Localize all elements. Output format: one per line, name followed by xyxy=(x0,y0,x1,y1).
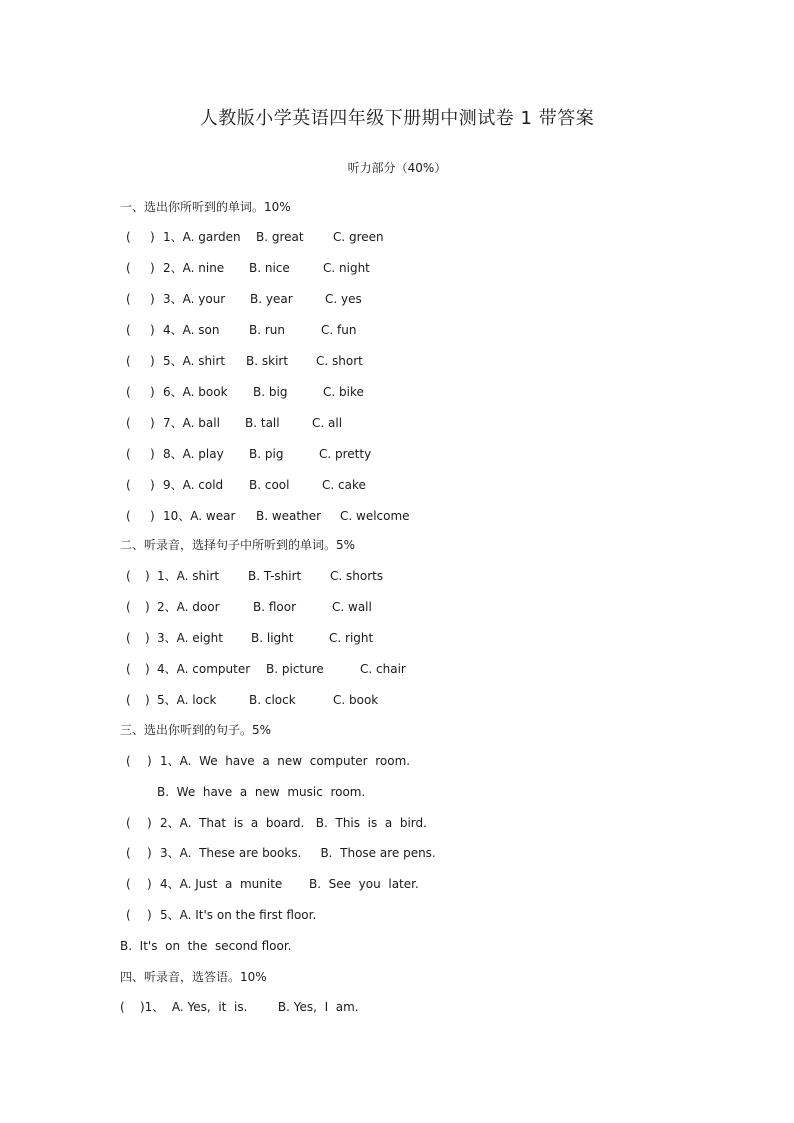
answer-paren-open: ( xyxy=(126,662,131,676)
answer-paren-open: ( xyxy=(126,230,131,244)
question-text: 1、A. We have a new computer room. xyxy=(160,754,411,768)
option-b: B. light xyxy=(251,631,294,645)
answer-paren-open: ( xyxy=(126,385,131,399)
answer-paren-open: ( xyxy=(126,323,131,337)
answer-paren-close: ) xyxy=(150,416,155,430)
option-c: C. wall xyxy=(332,600,372,614)
option-b: B. run xyxy=(249,323,286,337)
option-c: C. right xyxy=(329,631,374,645)
option-b: B. tall xyxy=(245,416,280,430)
option-a: 4、A. computer xyxy=(157,662,251,676)
question-row: ( ) 1、A. We have a new computer room. xyxy=(126,754,411,768)
option-a: 9、A. cold xyxy=(163,478,224,492)
option-a: 5、A. lock xyxy=(157,693,217,707)
answer-paren-open: ( xyxy=(126,261,131,275)
option-b: B. floor xyxy=(253,600,297,614)
question-row: ( ) 2、A. That is a board. B. This is a bird. xyxy=(126,816,427,830)
answer-paren-close: ) xyxy=(150,323,155,337)
answer-paren-close: ) xyxy=(150,478,155,492)
page-title: 人教版小学英语四年级下册期中测试卷 1 带答案 xyxy=(199,108,595,129)
option-b: B. year xyxy=(250,292,293,306)
option-b: B. pig xyxy=(249,447,284,461)
option-c: C. book xyxy=(333,693,379,707)
answer-paren-open: ( xyxy=(126,447,131,461)
answer-paren-open: ( xyxy=(126,509,131,523)
option-c: C. fun xyxy=(321,323,357,337)
option-c: C. yes xyxy=(325,292,362,306)
answer-paren-open: ( xyxy=(126,569,131,583)
question-option-b: B. We have a new music room. xyxy=(157,785,366,799)
answer-paren-open: ( xyxy=(126,693,131,707)
option-b: B. nice xyxy=(249,261,290,275)
option-b: B. cool xyxy=(249,478,290,492)
option-b: B. clock xyxy=(249,693,296,707)
answer-paren-open: ( xyxy=(126,631,131,645)
option-c: C. welcome xyxy=(340,509,410,523)
option-c: C. pretty xyxy=(319,447,372,461)
question-text: 4、A. Just a munite B. See you later. xyxy=(160,877,419,891)
option-a: 2、A. door xyxy=(157,600,220,614)
option-c: C. cake xyxy=(322,478,366,492)
question-text: 2、A. That is a board. B. This is a bird. xyxy=(160,816,427,830)
option-c: C. green xyxy=(333,230,384,244)
answer-paren-close: ) xyxy=(150,230,155,244)
option-a: 6、A. book xyxy=(163,385,228,399)
option-c: C. shorts xyxy=(330,569,384,583)
section-subtitle: 听力部分（40%） xyxy=(347,161,447,175)
option-b: B. T-shirt xyxy=(248,569,302,583)
question-row: ( ) 4、A. Just a munite B. See you later. xyxy=(126,877,419,891)
answer-paren-close: ) xyxy=(150,354,155,368)
answer-paren-close: ) xyxy=(150,447,155,461)
option-a: 5、A. shirt xyxy=(163,354,226,368)
option-c: C. chair xyxy=(360,662,406,676)
option-b: B. great xyxy=(256,230,304,244)
answer-paren-close: ) xyxy=(150,261,155,275)
option-c: C. all xyxy=(312,416,343,430)
option-b: B. skirt xyxy=(246,354,289,368)
option-c: C. night xyxy=(323,261,370,275)
option-a: 3、A. your xyxy=(163,292,226,306)
answer-paren-open: ( xyxy=(126,600,131,614)
option-a: 10、A. wear xyxy=(163,509,236,523)
answer-paren-open: ( xyxy=(126,416,131,430)
option-b: B. weather xyxy=(256,509,322,523)
option-a: 4、A. son xyxy=(163,323,220,337)
option-a: 8、A. play xyxy=(163,447,224,461)
section4-heading: 四、听录音，选答语。10% xyxy=(120,970,267,984)
option-c: C. bike xyxy=(323,385,364,399)
option-a: 1、A. shirt xyxy=(157,569,220,583)
question-option-b: B. It's on the second floor. xyxy=(120,939,292,953)
answer-paren-close: ) xyxy=(150,292,155,306)
option-a: 3、A. eight xyxy=(157,631,223,645)
answer-paren-close: ) xyxy=(145,569,150,583)
section2-heading: 二、听录音，选择句子中所听到的单词。5% xyxy=(120,538,356,552)
option-a: 2、A. nine xyxy=(163,261,225,275)
question-text: 5、A. It's on the first floor. xyxy=(160,908,317,922)
answer-paren-close: ) xyxy=(150,385,155,399)
answer-paren-close: ) xyxy=(150,509,155,523)
option-b: B. picture xyxy=(266,662,324,676)
answer-paren-open: ( xyxy=(126,478,131,492)
answer-paren-close: ) xyxy=(145,600,150,614)
section3-heading: 三、选出你听到的句子。5% xyxy=(120,723,272,737)
answer-paren-close: ) xyxy=(145,693,150,707)
question-row: ( ) 5、A. It's on the first floor. xyxy=(126,908,317,922)
answer-paren-open: ( xyxy=(126,354,131,368)
option-c: C. short xyxy=(316,354,363,368)
question-row: ( ) 3、A. These are books. B. Those are pens. xyxy=(126,846,436,860)
answer-paren-close: ) xyxy=(145,631,150,645)
option-a: 7、A. ball xyxy=(163,416,220,430)
answer-paren-open: ( xyxy=(126,292,131,306)
option-b: B. big xyxy=(253,385,288,399)
section1-heading: 一、选出你所听到的单词。10% xyxy=(120,200,291,214)
question-text: 3、A. These are books. B. Those are pens. xyxy=(160,846,436,860)
answer-paren-close: ) xyxy=(145,662,150,676)
option-a: 1、A. garden xyxy=(163,230,241,244)
question-row: ( )1、 A. Yes, it is. B. Yes, I am. xyxy=(120,1000,359,1014)
